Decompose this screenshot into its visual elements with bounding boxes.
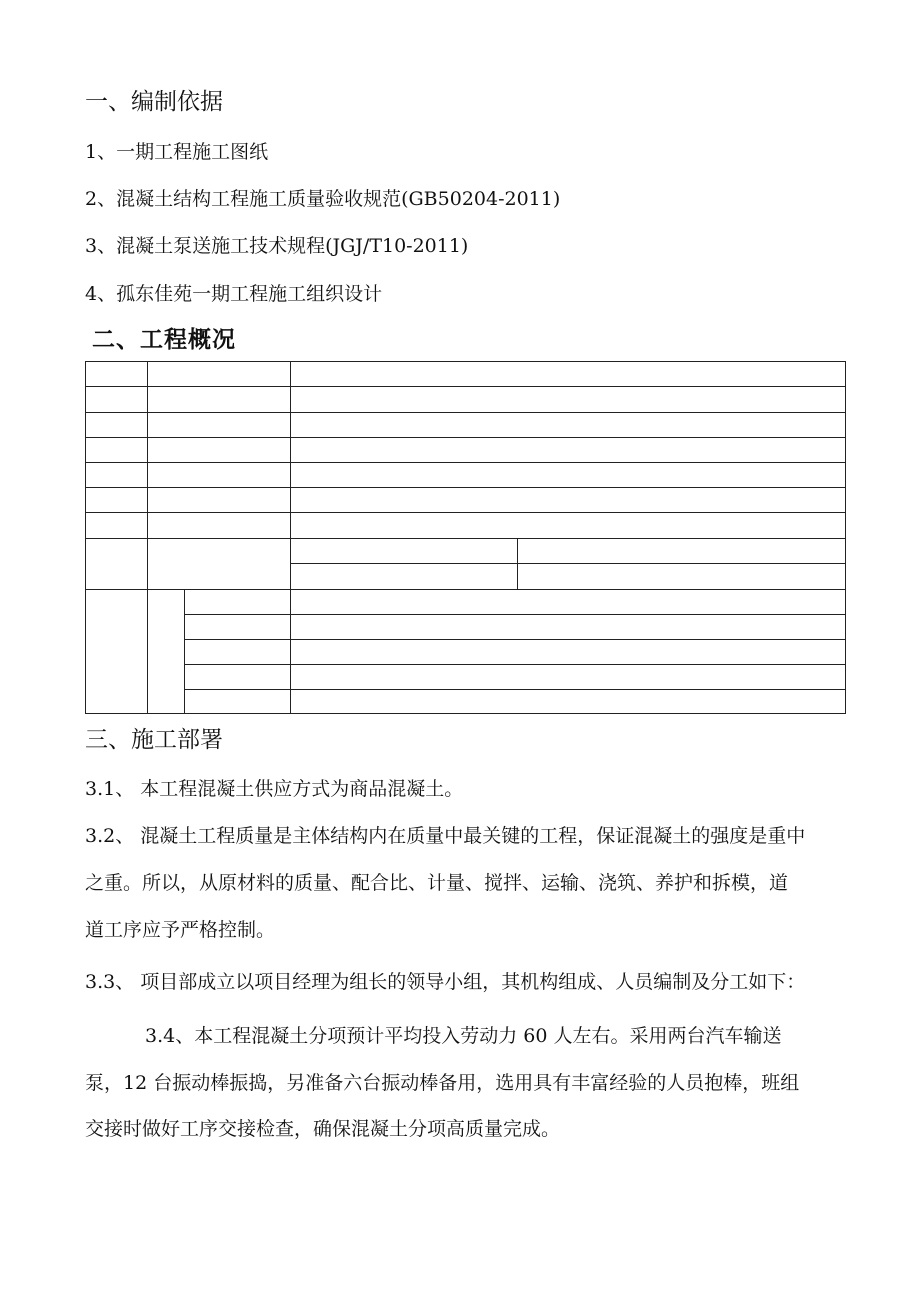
table-sub-row-divider	[290, 563, 846, 564]
paragraph-3-2-line-2: 之重。所以，从原材料的质量、配合比、计量、搅拌、运输、浇筑、养护和拆模，道	[85, 872, 789, 894]
table-row-divider	[85, 538, 846, 539]
table-row-divider	[85, 386, 846, 387]
table-sub-row-divider	[184, 639, 846, 640]
paragraph-3-4-line-3: 交接时做好工序交接检查，确保混凝土分项高质量完成。	[85, 1118, 561, 1140]
paragraph-3-2-line-1: 3.2、 混凝土工程质量是主体结构内在质量中最关键的工程，保证混凝土的强度是重中	[85, 825, 806, 847]
table-border-top	[85, 361, 846, 362]
table-border-bottom	[85, 713, 846, 714]
table-col-divider	[147, 361, 148, 714]
table-sub-row-divider	[184, 664, 846, 665]
section-2-heading: 二、工程概况	[92, 327, 236, 353]
paragraph-3-1: 3.1、 本工程混凝土供应方式为商品混凝土。	[85, 778, 464, 800]
table-row-divider	[85, 412, 846, 413]
table-col-divider	[184, 589, 185, 714]
table-sub-row-divider	[184, 614, 846, 615]
project-overview-table	[85, 361, 846, 714]
section-1-heading: 一、编制依据	[85, 89, 223, 115]
paragraph-3-4-line-1: 3.4、本工程混凝土分项预计平均投入劳动力 60 人左右。采用两台汽车输送	[145, 1025, 782, 1047]
paragraph-3-4-line-2: 泵，12 台振动棒振捣，另准备六台振动棒备用，选用具有丰富经验的人员抱棒，班组	[85, 1072, 800, 1094]
table-row-divider	[85, 589, 846, 590]
basis-item-3: 3、混凝土泵送施工技术规程(JGJ/T10-2011)	[85, 235, 469, 257]
table-sub-row-divider	[184, 689, 846, 690]
paragraph-3-2-line-3: 道工序应予严格控制。	[85, 919, 276, 941]
table-row-divider	[85, 462, 846, 463]
section-3-heading: 三、施工部署	[85, 727, 223, 753]
table-row-divider	[85, 487, 846, 488]
table-row-divider	[85, 512, 846, 513]
table-col-divider	[517, 538, 518, 590]
paragraph-3-3: 3.3、 项目部成立以项目经理为组长的领导小组，其机构组成、人员编制及分工如下：	[85, 971, 806, 993]
basis-item-2: 2、混凝土结构工程施工质量验收规范(GB50204-2011)	[85, 188, 561, 210]
basis-item-4: 4、孤东佳苑一期工程施工组织设计	[85, 283, 383, 305]
table-row-divider	[85, 437, 846, 438]
basis-item-1: 1、一期工程施工图纸	[85, 141, 269, 163]
table-col-divider	[290, 361, 291, 714]
